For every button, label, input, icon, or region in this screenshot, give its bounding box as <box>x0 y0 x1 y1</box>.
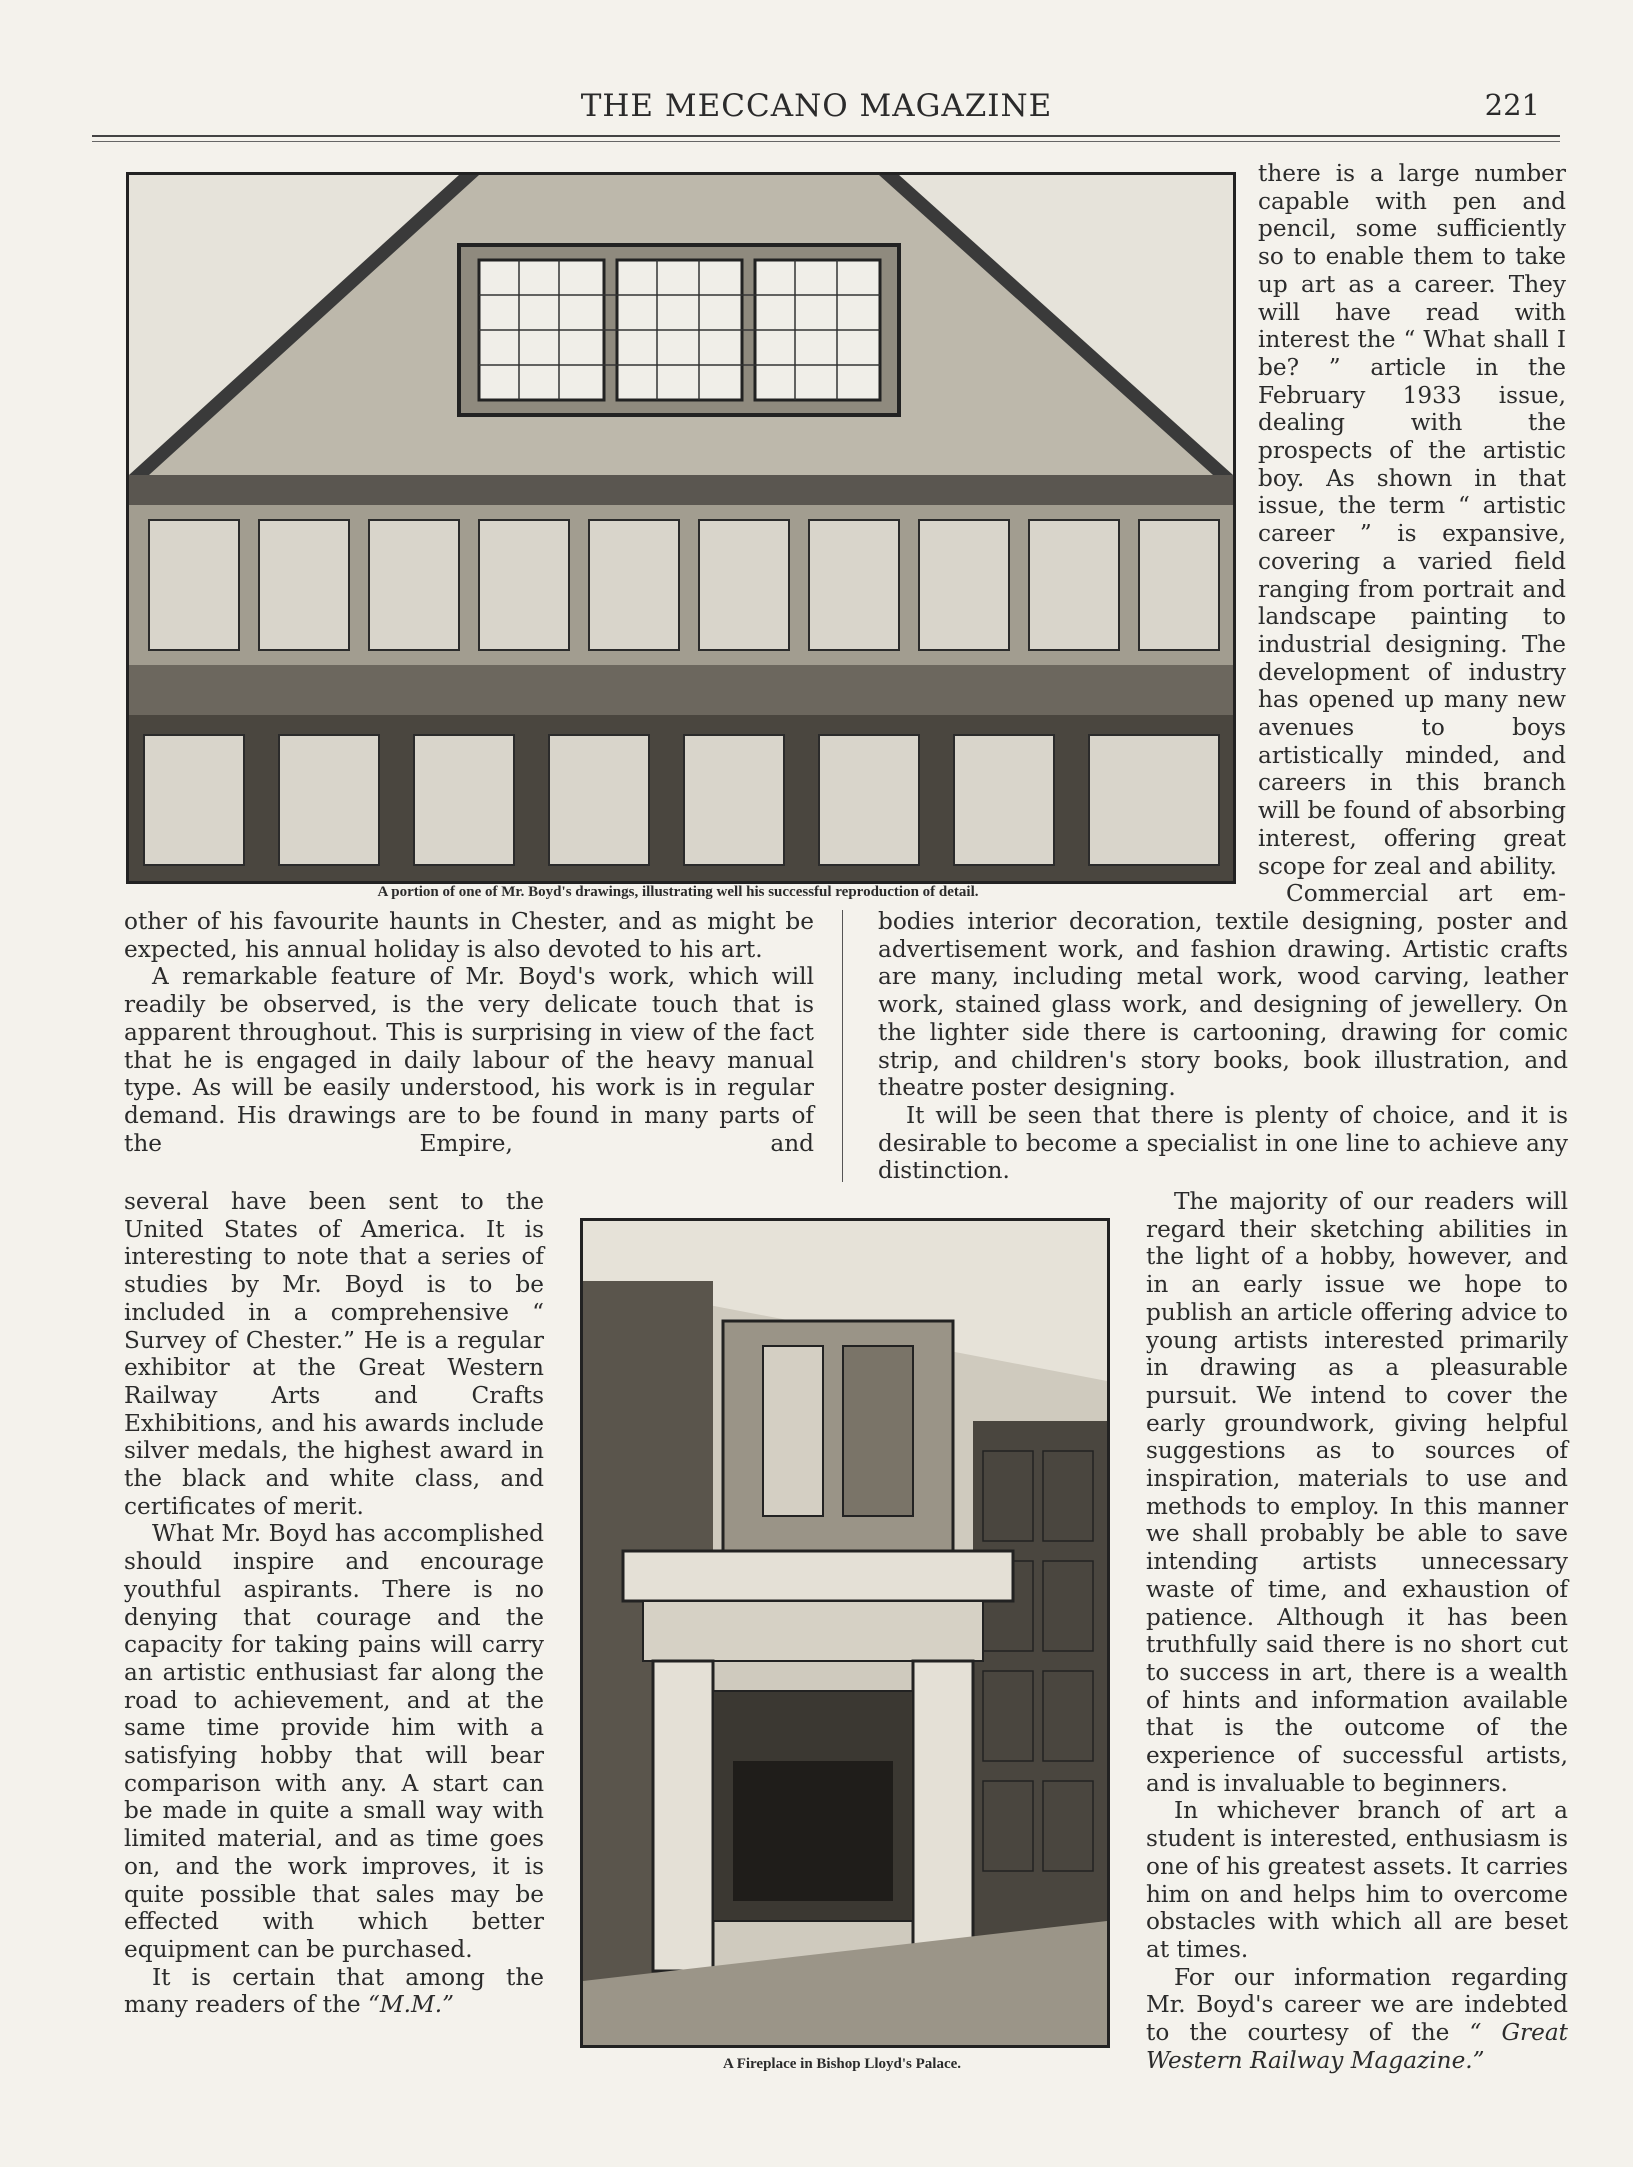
page-header-title: THE MECCANO MAGAZINE <box>580 88 1053 124</box>
paragraph: other of his favourite haunts in Chester, and as might be expected, his annual holiday is also devoted to his art. <box>124 908 814 963</box>
right-bottom-column <box>1146 1188 1568 2075</box>
magazine-title: “M.M.” <box>368 1991 454 2019</box>
fireplace-drawing <box>583 1221 1107 2045</box>
paragraph: The majority of our readers will regard their sketching abilities in the light of a hobby, however, and in an early issue we hope to publish an article offering advice to young artists interested primarily in drawing as a pleasurable pursuit. We intend to cover the early groundwork, giving helpful suggestions as to sources of inspiration, materials to use and methods to employ. In this manner we shall probably be able to save intending artists unnecessary waste of time, and exhaustion of patience. Although it has been truthfully said there is no short cut to success in art, there is a wealth of hints and information available that is the outcome of the experience of successful artists, and is invaluable to beginners. <box>1146 1188 1568 1797</box>
fireplace-caption: A Fireplace in Bishop Lloyd's Palace. <box>722 2056 962 2072</box>
header-rule <box>92 135 1560 137</box>
paragraph-text: It is certain that among the many readers of the <box>124 1963 544 2019</box>
fireplace-illustration <box>580 1218 1110 2048</box>
paragraph: It will be seen that there is plenty of choice, and it is desirable to become a specialist in one line to achieve any distinction. <box>878 1101 1568 1185</box>
gable-drawing <box>129 175 1233 881</box>
left-mid-column <box>124 908 814 1157</box>
paragraph-text: For our information regarding Mr. Boyd's career we are indebted to the courtesy of the <box>1146 1963 1568 2047</box>
paragraph: bodies interior decoration, textile designing, poster and advertisement work, and fashion drawing. Artistic crafts are many, including metal work, wood carving, leather work, stained glass work, and designing of jewellery. On the lighter side there is cartooning, drawing for comic strip, and children's story books, book illustration, and theatre poster designing. <box>878 908 1568 1102</box>
page-number: 221 <box>1484 88 1540 122</box>
paragraph-continuation: Commercial art em- <box>1286 880 1566 908</box>
top-figure-caption: A portion of one of Mr. Boyd's drawings, illustrating well his successful reproduction of detail. <box>377 884 979 900</box>
paragraph: several have been sent to the United States of America. It is interesting to note that a series of studies by Mr. Boyd is to be included in a comprehensive “ Survey of Chester.” He is a regular exhibitor at the Great Western Railway Arts and Crafts Exhibitions, and his awards include silver medals, the highest award in the black and white class, and certificates of merit. <box>124 1188 544 1520</box>
column-divider <box>842 910 843 1182</box>
paragraph: In whichever branch of art a student is interested, enthusiasm is one of his greatest assets. It carries him on and helps him to overcome obstacles with which all are beset at times. <box>1146 1797 1568 1963</box>
top-illustration <box>126 172 1236 884</box>
magazine-title: “ Great Western Railway Magazine.” <box>1146 2019 1568 2074</box>
paragraph: A remarkable feature of Mr. Boyd's work, which will readily be observed, is the very delicate touch that is apparent throughout. This is surprising in view of the fact that he is engaged in daily labour of the heavy manual type. As will be easily understood, his work is in regular demand. His drawings are to be found in many parts of the Empire, and <box>124 963 814 1157</box>
right-mid-column <box>878 908 1568 1185</box>
paragraph <box>1146 1964 1568 2075</box>
paragraph <box>124 1964 544 2019</box>
paragraph: What Mr. Boyd has accomplished should inspire and encourage youthful aspirants. There is no denying that courage and the capacity for taking pains will carry an artistic enthusiast far along the road to achievement, and at the same time provide him with a satisfying hobby that will bear comparison with any. A start can be made in quite a small way with limited material, and as time goes on, and the work improves, it is quite possible that sales may be effected with which better equipment can be purchased. <box>124 1520 544 1963</box>
left-bottom-column <box>124 1188 544 2019</box>
right-top-column <box>1258 160 1566 908</box>
paragraph: there is a large number capable with pen and pencil, some sufficiently so to enable them to take up art as a career. They will have read with interest the “ What shall I be? ” article in the February 1933 issue, dealing with the prospects of the artistic boy. As shown in that issue, the term “ artistic career ” is expansive, covering a varied field ranging from portrait and landscape painting to industrial designing. The development of industry has opened up many new avenues to boys artistically minded, and careers in this branch will be found of absorbing interest, offering great scope for zeal and ability. <box>1258 160 1566 880</box>
header-rule-thin <box>92 141 1560 142</box>
